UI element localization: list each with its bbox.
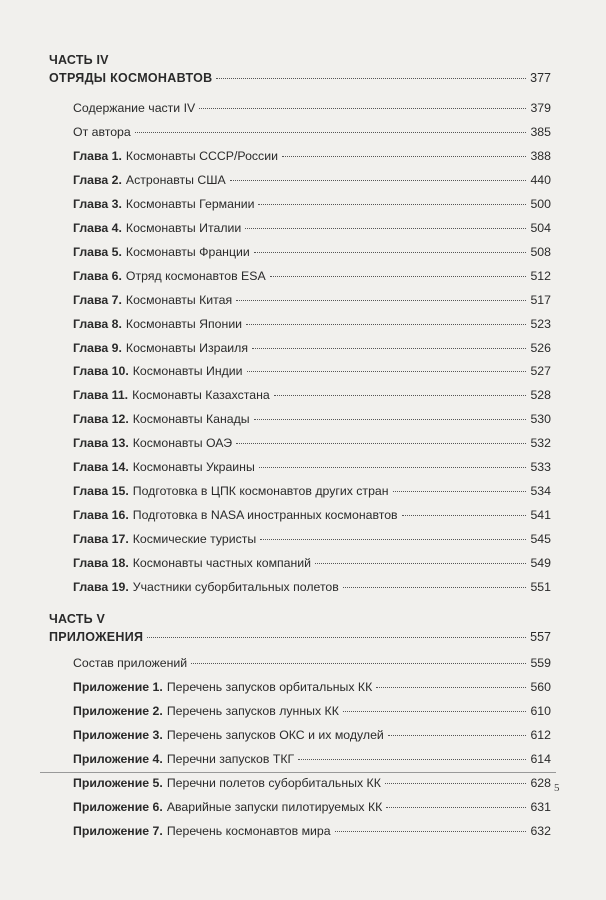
- dot-leader: [230, 180, 527, 181]
- dot-leader: [376, 687, 526, 688]
- part-4-header: [49, 53, 551, 86]
- entry-number: Приложение 7.: [73, 823, 163, 838]
- page-ref: 523: [530, 316, 551, 331]
- entry-number: Глава 14.: [73, 460, 129, 475]
- toc-entry: [73, 149, 551, 164]
- dot-leader: [199, 108, 526, 109]
- entry-title: Космонавты Канады: [132, 412, 250, 427]
- dot-leader: [393, 491, 527, 492]
- dot-leader: [236, 443, 526, 444]
- entry-number: Глава 15.: [73, 484, 129, 499]
- dot-leader: [335, 831, 527, 832]
- toc-entry: [73, 728, 551, 743]
- dot-leader: [274, 395, 527, 396]
- toc-entry: [73, 580, 551, 595]
- dot-leader: [191, 663, 526, 664]
- page-ref: 527: [530, 364, 551, 379]
- entry-title: Подготовка в ЦПК космонавтов других стран: [132, 484, 389, 499]
- dot-leader: [216, 78, 526, 79]
- entry-number: Приложение 4.: [73, 751, 163, 766]
- dot-leader: [402, 515, 527, 516]
- toc-entry: [73, 364, 551, 379]
- entry-title: Перечень запусков ОКС и их модулей: [166, 727, 384, 742]
- dot-leader: [270, 276, 527, 277]
- entry-title: Состав приложений: [73, 656, 188, 670]
- toc-entry: [73, 125, 551, 140]
- page-ref: 549: [530, 556, 551, 571]
- entry-number: Глава 5.: [73, 244, 122, 259]
- page-ref: 517: [530, 292, 551, 307]
- entry-number: Глава 18.: [73, 556, 129, 571]
- entry-number: Глава 16.: [73, 508, 129, 523]
- entry-number: Глава 19.: [73, 580, 129, 594]
- entry-number: Глава 9.: [73, 340, 122, 355]
- page-ref: 545: [530, 532, 551, 547]
- entry-number: Глава 2.: [73, 172, 122, 187]
- entry-title: Содержание части IV: [73, 101, 196, 115]
- entry-number: Глава 4.: [73, 220, 122, 235]
- page-ref: 512: [530, 268, 551, 283]
- page-ref: 612: [530, 727, 551, 742]
- part-title: ПРИЛОЖЕНИЯ: [49, 630, 144, 644]
- dot-leader: [282, 156, 527, 157]
- dot-leader: [343, 711, 527, 712]
- dot-leader: [236, 300, 526, 301]
- page-ref: 533: [530, 460, 551, 475]
- dot-leader: [254, 252, 527, 253]
- entry-number: Приложение 2.: [73, 703, 163, 718]
- toc-entry: [73, 412, 551, 427]
- entry-title: Аварийные запуски пилотируемых КК: [166, 799, 383, 814]
- toc-entry: [73, 245, 551, 260]
- dot-leader: [258, 204, 526, 205]
- dot-leader: [388, 735, 527, 736]
- entry-number: Глава 3.: [73, 196, 122, 211]
- dot-leader: [298, 759, 526, 760]
- entry-number: Глава 12.: [73, 412, 129, 427]
- page-ref: 560: [530, 679, 551, 694]
- entry-title: Космические туристы: [132, 532, 257, 547]
- toc-entry: [73, 293, 551, 308]
- page-ref: 379: [530, 101, 551, 115]
- page-ref: 526: [530, 340, 551, 355]
- dot-leader: [246, 324, 526, 325]
- page-ref: 557: [530, 630, 551, 644]
- dot-leader: [385, 783, 527, 784]
- page-ref: 530: [530, 412, 551, 427]
- page-ref: 551: [530, 580, 551, 594]
- entry-title: Космонавты Украины: [132, 460, 255, 475]
- page-ref: 385: [530, 124, 551, 139]
- entry-title: Космонавты Германии: [125, 196, 255, 211]
- page-ref: 631: [530, 799, 551, 814]
- page-ref: 508: [530, 244, 551, 259]
- page-ref: 632: [530, 823, 551, 838]
- dot-leader: [245, 228, 526, 229]
- page-ref: 377: [530, 71, 551, 85]
- part-title: ОТРЯДЫ КОСМОНАВТОВ: [49, 71, 213, 85]
- toc-entry: [73, 173, 551, 188]
- toc-entry: [73, 508, 551, 523]
- entry-number: Приложение 6.: [73, 799, 163, 814]
- entry-title: Космонавты Казахстана: [132, 388, 270, 403]
- entry-title: Участники суборбитальных полетов: [132, 580, 339, 594]
- toc-entry: [73, 752, 551, 767]
- entry-number: Глава 1.: [73, 148, 122, 163]
- part-label: ЧАСТЬ V: [49, 612, 106, 626]
- page-ref: 528: [530, 388, 551, 403]
- part-5-header: [49, 612, 551, 645]
- dot-leader: [254, 419, 527, 420]
- entry-number: Глава 11.: [73, 388, 129, 403]
- entry-number: Глава 13.: [73, 436, 129, 451]
- dot-leader: [252, 348, 526, 349]
- dot-leader: [260, 539, 526, 540]
- entry-number: Приложение 1.: [73, 679, 163, 694]
- page-ref: 534: [530, 484, 551, 499]
- page-ref: 388: [530, 148, 551, 163]
- toc-entry: [73, 800, 551, 815]
- dot-leader: [386, 807, 526, 808]
- entry-title: Подготовка в NASA иностранных космонавтов: [132, 508, 398, 523]
- entry-title: Перечень космонавтов мира: [166, 823, 331, 838]
- dot-leader: [247, 371, 527, 372]
- part-label: ЧАСТЬ IV: [49, 53, 109, 67]
- toc-entry: [73, 221, 551, 236]
- dot-leader: [135, 132, 527, 133]
- dot-leader: [315, 563, 526, 564]
- toc-entry: [73, 101, 551, 116]
- toc-entry: [73, 436, 551, 451]
- page-ref: 541: [530, 508, 551, 523]
- entry-number: Глава 17.: [73, 532, 129, 547]
- entry-title: Космонавты СССР/России: [125, 148, 278, 163]
- entry-title: Перечень запусков лунных КК: [166, 703, 339, 718]
- entry-title: Космонавты Японии: [125, 316, 243, 331]
- toc-entry: [73, 197, 551, 212]
- toc-entry: [73, 556, 551, 571]
- entry-title: Космонавты ОАЭ: [132, 436, 233, 451]
- toc-entry: [73, 388, 551, 403]
- page-ref: 440: [530, 172, 551, 187]
- dot-leader: [147, 637, 526, 638]
- toc-entry: [73, 656, 551, 671]
- entry-number: Глава 7.: [73, 292, 122, 307]
- entry-title: Космонавты Израиля: [125, 340, 249, 355]
- entry-title: Перечни полетов суборбитальных КК: [166, 775, 381, 790]
- footer-divider: [40, 772, 556, 773]
- toc-entry: [73, 484, 551, 499]
- entry-number: Глава 8.: [73, 316, 122, 331]
- toc-entry: [73, 824, 551, 839]
- page-number: 5: [554, 782, 560, 794]
- toc-entry: [73, 460, 551, 475]
- entry-title: Перечень запусков орбитальных КК: [166, 679, 373, 694]
- page-ref: 559: [530, 656, 551, 670]
- dot-leader: [259, 467, 527, 468]
- page-ref: 614: [530, 751, 551, 766]
- entry-number: Приложение 5.: [73, 775, 163, 790]
- entry-title: Космонавты Франции: [125, 244, 250, 259]
- entry-number: Глава 6.: [73, 268, 122, 283]
- entry-title: Космонавты Индии: [132, 364, 243, 379]
- entry-number: Глава 10.: [73, 364, 129, 379]
- toc-entry: [73, 269, 551, 284]
- toc-entry: [73, 680, 551, 695]
- entry-title: Космонавты Италии: [125, 220, 242, 235]
- entry-title: Астронавты США: [125, 172, 226, 187]
- entry-title: Перечни запусков ТКГ: [166, 751, 295, 766]
- page-ref: 532: [530, 436, 551, 451]
- page-ref: 610: [530, 703, 551, 718]
- page-ref: 500: [530, 196, 551, 211]
- entry-title: Космонавты частных компаний: [132, 556, 312, 571]
- toc-entry: [73, 341, 551, 356]
- toc-entry: [73, 317, 551, 332]
- entry-title: Космонавты Китая: [125, 292, 233, 307]
- toc-entry: [73, 776, 551, 791]
- part-title-row: [49, 630, 551, 645]
- page-ref: 628: [530, 775, 551, 790]
- toc-entry: [73, 532, 551, 547]
- entry-title: От автора: [73, 124, 131, 139]
- entry-number: Приложение 3.: [73, 727, 163, 742]
- part-title-row: [49, 71, 551, 86]
- entry-title: Отряд космонавтов ESA: [125, 268, 266, 283]
- dot-leader: [343, 587, 527, 588]
- page-ref: 504: [530, 220, 551, 235]
- toc-entry: [73, 704, 551, 719]
